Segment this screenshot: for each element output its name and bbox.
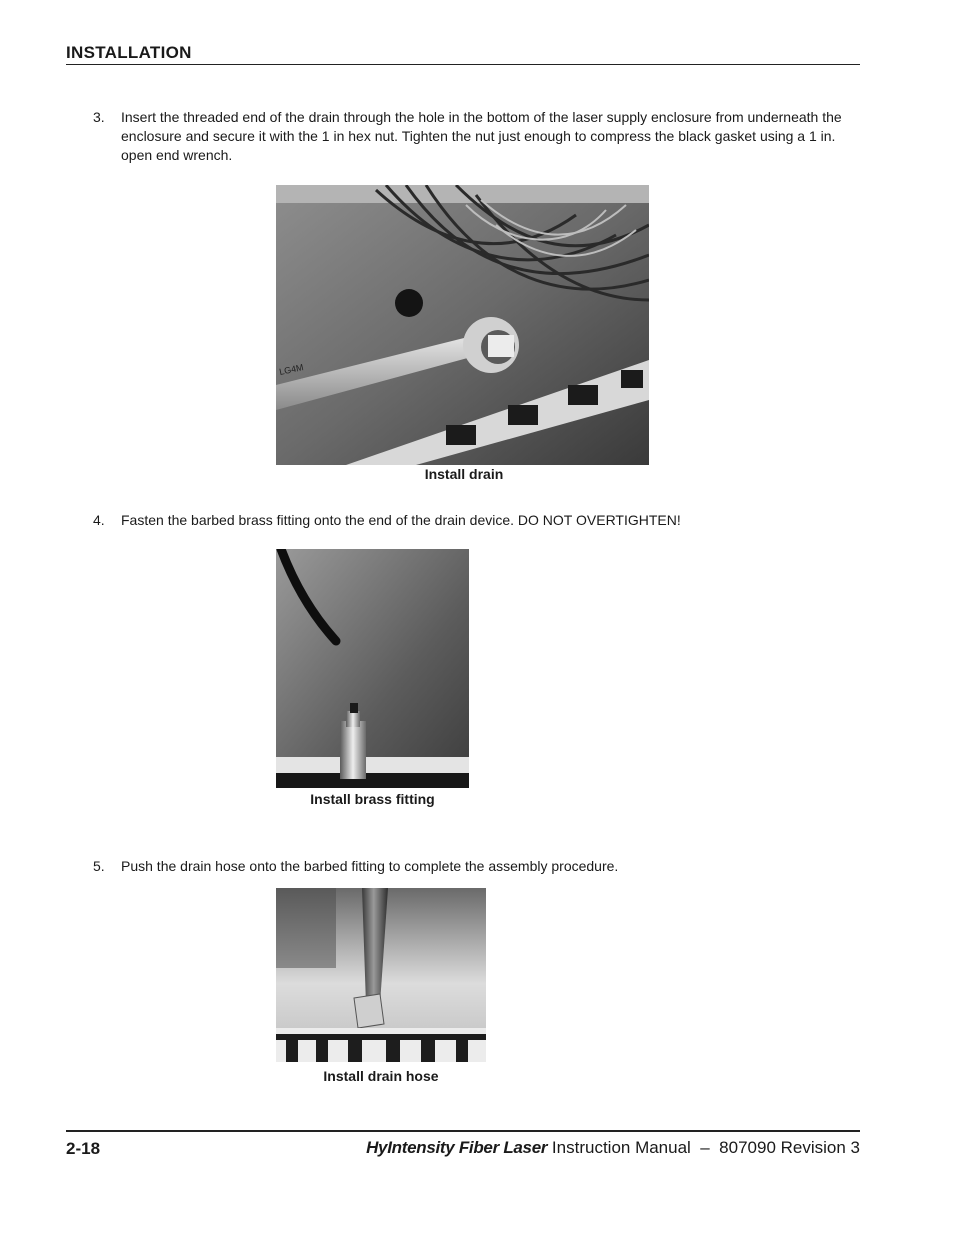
step-4 — [93, 511, 863, 530]
footer-divider — [66, 1130, 860, 1132]
photo-install-drain-hose — [276, 888, 486, 1062]
step-5 — [93, 857, 863, 876]
manual-revision: Instruction Manual – 807090 Revision 3 — [551, 1138, 860, 1157]
figure-caption: Install brass fitting — [310, 791, 435, 807]
section-title: INSTALLATION — [66, 43, 192, 62]
photo-install-brass-fitting — [276, 549, 469, 788]
figure-caption: Install drain hose — [323, 1068, 439, 1084]
step-number: 5. — [93, 858, 105, 874]
step-text: Insert the threaded end of the drain through the hole in the bottom of the laser supply enclosure from underneath the enclosure and secure it with the 1 in hex nut. Tighten the nut just enough to compress the black gasket using a 1 in. open end wrench. — [121, 109, 842, 163]
page-number: 2-18 — [66, 1139, 101, 1158]
step-3 — [93, 108, 863, 165]
photo-install-drain — [276, 185, 649, 465]
step-number: 4. — [93, 512, 105, 528]
step-number: 3. — [93, 109, 105, 125]
step-text: Fasten the barbed brass fitting onto the end of the drain device. DO NOT OVERTIGHTEN! — [121, 512, 681, 528]
figure-caption: Install drain — [424, 466, 504, 482]
header-divider — [66, 64, 860, 65]
product-name: HyIntensity Fiber Laser — [366, 1138, 548, 1157]
manual-title — [366, 1138, 860, 1158]
step-text: Push the drain hose onto the barbed fitting to complete the assembly procedure. — [121, 858, 619, 874]
wrench-marking-text: LG4M — [278, 362, 305, 377]
